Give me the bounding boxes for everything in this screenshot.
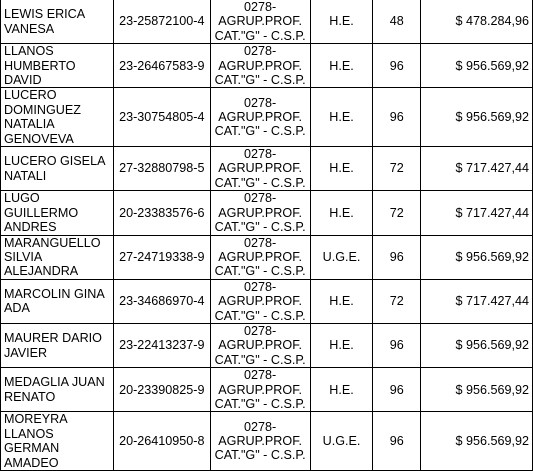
cuil-number: 23-25872100-4 bbox=[113, 0, 210, 44]
table-row bbox=[1, 412, 533, 471]
table-row bbox=[1, 323, 533, 367]
table-row bbox=[1, 44, 533, 88]
table-row bbox=[1, 191, 533, 235]
cuil-number: 23-30754805-4 bbox=[113, 88, 210, 147]
hours: 48 bbox=[373, 0, 421, 44]
staff-table-body bbox=[1, 0, 533, 471]
table-row bbox=[1, 0, 533, 44]
category: 0278- AGRUP.PROF. CAT."G" - C.S.P. bbox=[210, 235, 310, 279]
category: 0278- AGRUP.PROF. CAT."G" - C.S.P. bbox=[210, 323, 310, 367]
category: 0278- AGRUP.PROF. CAT."G" - C.S.P. bbox=[210, 0, 310, 44]
category: 0278- AGRUP.PROF. CAT."G" - C.S.P. bbox=[210, 88, 310, 147]
employee-name: LUGO GUILLERMO ANDRES bbox=[1, 191, 114, 235]
hours: 96 bbox=[373, 368, 421, 412]
hours: 96 bbox=[373, 235, 421, 279]
unit: U.G.E. bbox=[310, 235, 373, 279]
unit: H.E. bbox=[310, 44, 373, 88]
amount: $ 956.569,92 bbox=[421, 235, 533, 279]
cuil-number: 20-23383576-6 bbox=[113, 191, 210, 235]
employee-name: LEWIS ERICA VANESA bbox=[1, 0, 114, 44]
hours: 96 bbox=[373, 323, 421, 367]
hours: 72 bbox=[373, 147, 421, 191]
cuil-number: 20-26410950-8 bbox=[113, 412, 210, 471]
cuil-number: 23-22413237-9 bbox=[113, 323, 210, 367]
category: 0278- AGRUP.PROF. CAT."G" - C.S.P. bbox=[210, 191, 310, 235]
unit: H.E. bbox=[310, 279, 373, 323]
unit: U.G.E. bbox=[310, 412, 373, 471]
employee-name: MAURER DARIO JAVIER bbox=[1, 323, 114, 367]
category: 0278- AGRUP.PROF. CAT."G" - C.S.P. bbox=[210, 412, 310, 471]
cuil-number: 27-32880798-5 bbox=[113, 147, 210, 191]
hours: 72 bbox=[373, 191, 421, 235]
amount: $ 478.284,96 bbox=[421, 0, 533, 44]
amount: $ 956.569,92 bbox=[421, 368, 533, 412]
amount: $ 956.569,92 bbox=[421, 44, 533, 88]
unit: H.E. bbox=[310, 147, 373, 191]
table-row bbox=[1, 368, 533, 412]
table-row bbox=[1, 235, 533, 279]
table-row bbox=[1, 88, 533, 147]
employee-name: MARCOLIN GINA ADA bbox=[1, 279, 114, 323]
table-row bbox=[1, 147, 533, 191]
category: 0278- AGRUP.PROF. CAT."G" - C.S.P. bbox=[210, 279, 310, 323]
amount: $ 956.569,92 bbox=[421, 412, 533, 471]
cuil-number: 23-26467583-9 bbox=[113, 44, 210, 88]
unit: H.E. bbox=[310, 88, 373, 147]
cuil-number: 20-23390825-9 bbox=[113, 368, 210, 412]
hours: 96 bbox=[373, 88, 421, 147]
amount: $ 717.427,44 bbox=[421, 191, 533, 235]
employee-name: MEDAGLIA JUAN RENATO bbox=[1, 368, 114, 412]
cuil-number: 27-24719338-9 bbox=[113, 235, 210, 279]
category: 0278- AGRUP.PROF. CAT."G" - C.S.P. bbox=[210, 44, 310, 88]
employee-name: MARANGUELLO SILVIA ALEJANDRA bbox=[1, 235, 114, 279]
amount: $ 956.569,92 bbox=[421, 323, 533, 367]
hours: 96 bbox=[373, 412, 421, 471]
amount: $ 717.427,44 bbox=[421, 147, 533, 191]
unit: H.E. bbox=[310, 323, 373, 367]
category: 0278- AGRUP.PROF. CAT."G" - C.S.P. bbox=[210, 368, 310, 412]
employee-name: LUCERO DOMINGUEZ NATALIA GENOVEVA bbox=[1, 88, 114, 147]
hours: 72 bbox=[373, 279, 421, 323]
employee-name: LUCERO GISELA NATALI bbox=[1, 147, 114, 191]
amount: $ 956.569,92 bbox=[421, 88, 533, 147]
hours: 96 bbox=[373, 44, 421, 88]
table-row bbox=[1, 279, 533, 323]
cuil-number: 23-34686970-4 bbox=[113, 279, 210, 323]
employee-name: LLANOS HUMBERTO DAVID bbox=[1, 44, 114, 88]
category: 0278- AGRUP.PROF. CAT."G" - C.S.P. bbox=[210, 147, 310, 191]
employee-name: MOREYRA LLANOS GERMAN AMADEO bbox=[1, 412, 114, 471]
unit: H.E. bbox=[310, 0, 373, 44]
unit: H.E. bbox=[310, 368, 373, 412]
amount: $ 717.427,44 bbox=[421, 279, 533, 323]
unit: H.E. bbox=[310, 191, 373, 235]
